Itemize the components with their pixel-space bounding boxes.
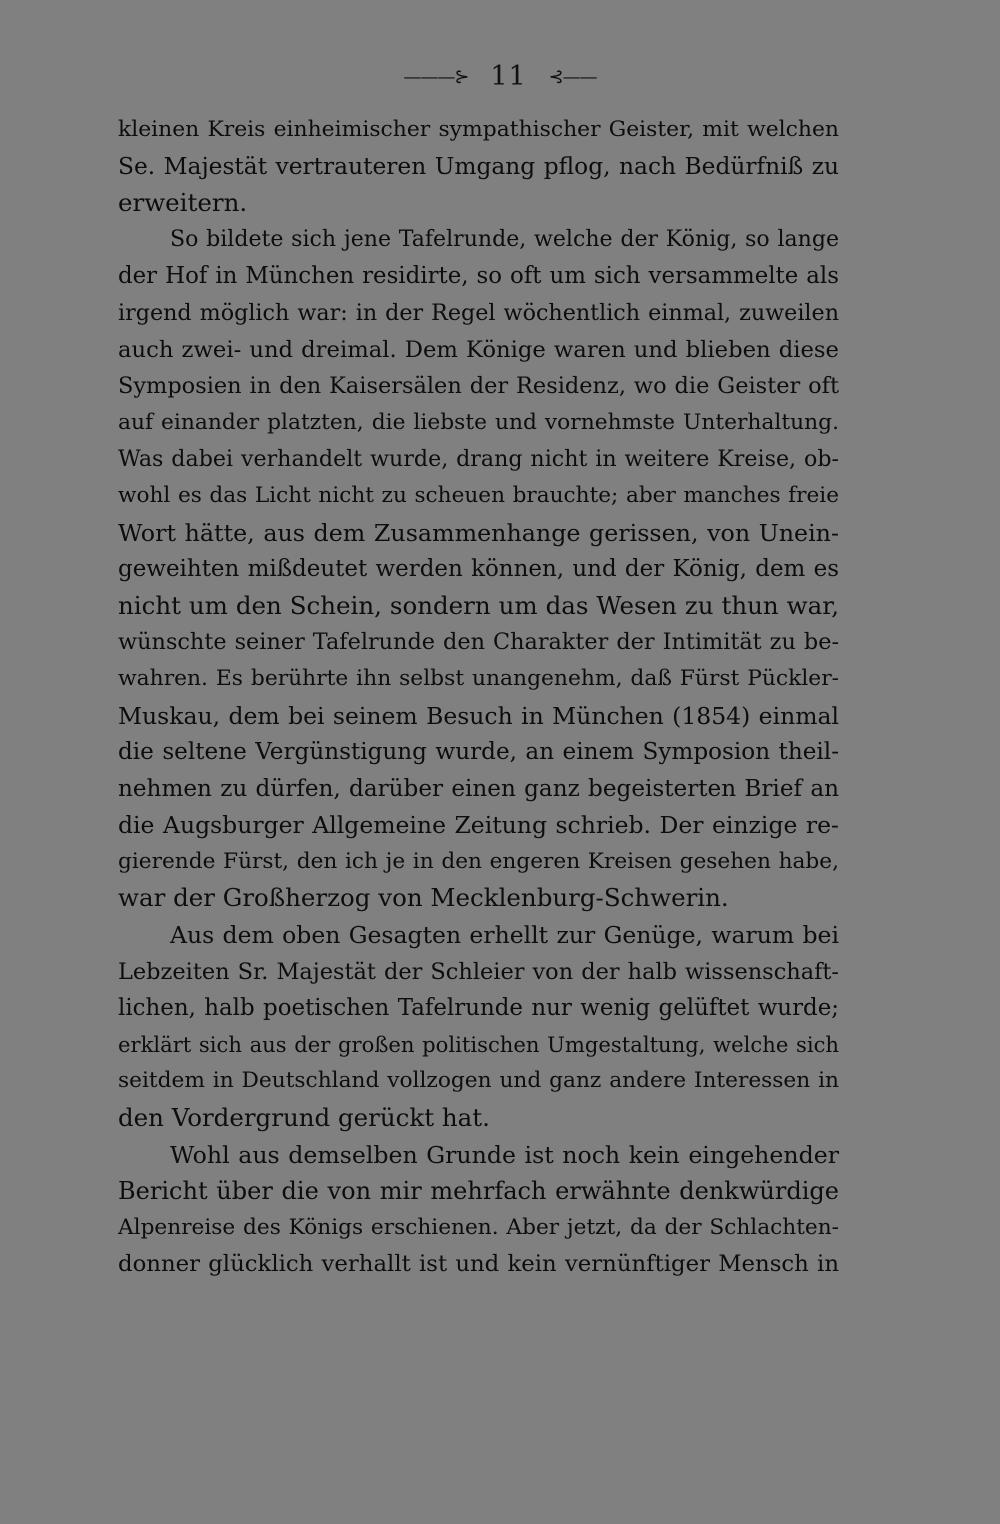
- page-header: [0, 58, 1000, 96]
- text-line: war der Großherzog von Mecklenburg-Schwerin.: [118, 883, 729, 913]
- page-number: 11: [490, 61, 527, 92]
- text-line: Alpenreise des Königs erschienen. Aber jetzt, da der Schlachten-: [118, 1214, 839, 1240]
- text-line: erweitern.: [118, 188, 248, 218]
- text-line: lichen, halb poetischen Tafelrunde nur wenig gelüftet wurde;: [118, 995, 839, 1022]
- text-line: Wohl aus demselben Grunde ist noch kein eingehender: [170, 1140, 839, 1169]
- text-line: der Hof in München residirte, so oft um sich versammelte als: [118, 263, 839, 290]
- text-line: erklärt sich aus der großen politischen Umgestaltung, welche sich: [118, 1031, 839, 1057]
- body-text: [118, 112, 839, 1283]
- text-line: die seltene Vergünstigung wurde, an einem Symposion theil-: [118, 739, 839, 766]
- text-line: Symposien in den Kaisersälen der Residenz, wo die Geister oft: [118, 373, 839, 400]
- text-line: irgend möglich war: in der Regel wöchentlich einmal, zuweilen: [118, 299, 839, 326]
- right-ornament: ⊰——: [548, 66, 597, 88]
- text-line: wünschte seiner Tafelrunde den Charakter der Intimität zu be-: [118, 629, 839, 656]
- text-line: auf einander platzten, die liebste und vornehmste Unterhaltung.: [118, 409, 839, 435]
- text-line: So bildete sich jene Tafelrunde, welche der König, so lange: [170, 226, 839, 252]
- text-line: Se. Majestät vertrauteren Umgang pflog, nach Bedürfniß zu: [118, 152, 839, 180]
- text-line: geweihten mißdeutet werden können, und der König, dem es: [118, 556, 839, 583]
- text-line: Aus dem oben Gesagten erhellt zur Genüge, warum bei: [170, 921, 839, 950]
- text-line: Bericht über die von mir mehrfach erwähnte denkwürdige: [118, 1177, 839, 1206]
- text-line: kleinen Kreis einheimischer sympathischer Geister, mit welchen: [118, 117, 839, 142]
- text-line: wohl es das Licht nicht zu scheuen brauchte; aber manches freie: [118, 482, 839, 508]
- text-line: Lebzeiten Sr. Majestät der Schleier von der halb wissenschaft-: [118, 958, 839, 985]
- text-line: den Vordergrund gerückt hat.: [118, 1103, 490, 1133]
- text-line: auch zwei- und dreimal. Dem Könige waren und blieben diese: [118, 336, 839, 363]
- text-line: Muskau, dem bei seinem Besuch in München (1854) einmal: [118, 701, 839, 730]
- text-line: nicht um den Schein, sondern um das Wesen zu thun war,: [118, 590, 839, 620]
- text-line: wahren. Es berührte ihn selbst unangenehm, daß Fürst Pückler-: [118, 665, 839, 691]
- text-line: Was dabei verhandelt wurde, drang nicht in weitere Kreise, ob-: [118, 446, 839, 473]
- text-line: seitdem in Deutschland vollzogen und ganz andere Interessen in: [118, 1068, 839, 1094]
- text-line: gierende Fürst, den ich je in den engeren Kreisen gesehen habe,: [118, 848, 839, 874]
- text-line: donner glücklich verhallt ist und kein vernünftiger Mensch in: [118, 1251, 839, 1278]
- text-line: die Augsburger Allgemeine Zeitung schrieb. Der einzige re-: [118, 811, 839, 840]
- left-ornament: ———⊱: [403, 66, 469, 88]
- text-line: nehmen zu dürfen, darüber einen ganz begeisterten Brief an: [118, 775, 839, 802]
- text-line: Wort hätte, aus dem Zusammenhange gerissen, von Unein-: [118, 518, 839, 547]
